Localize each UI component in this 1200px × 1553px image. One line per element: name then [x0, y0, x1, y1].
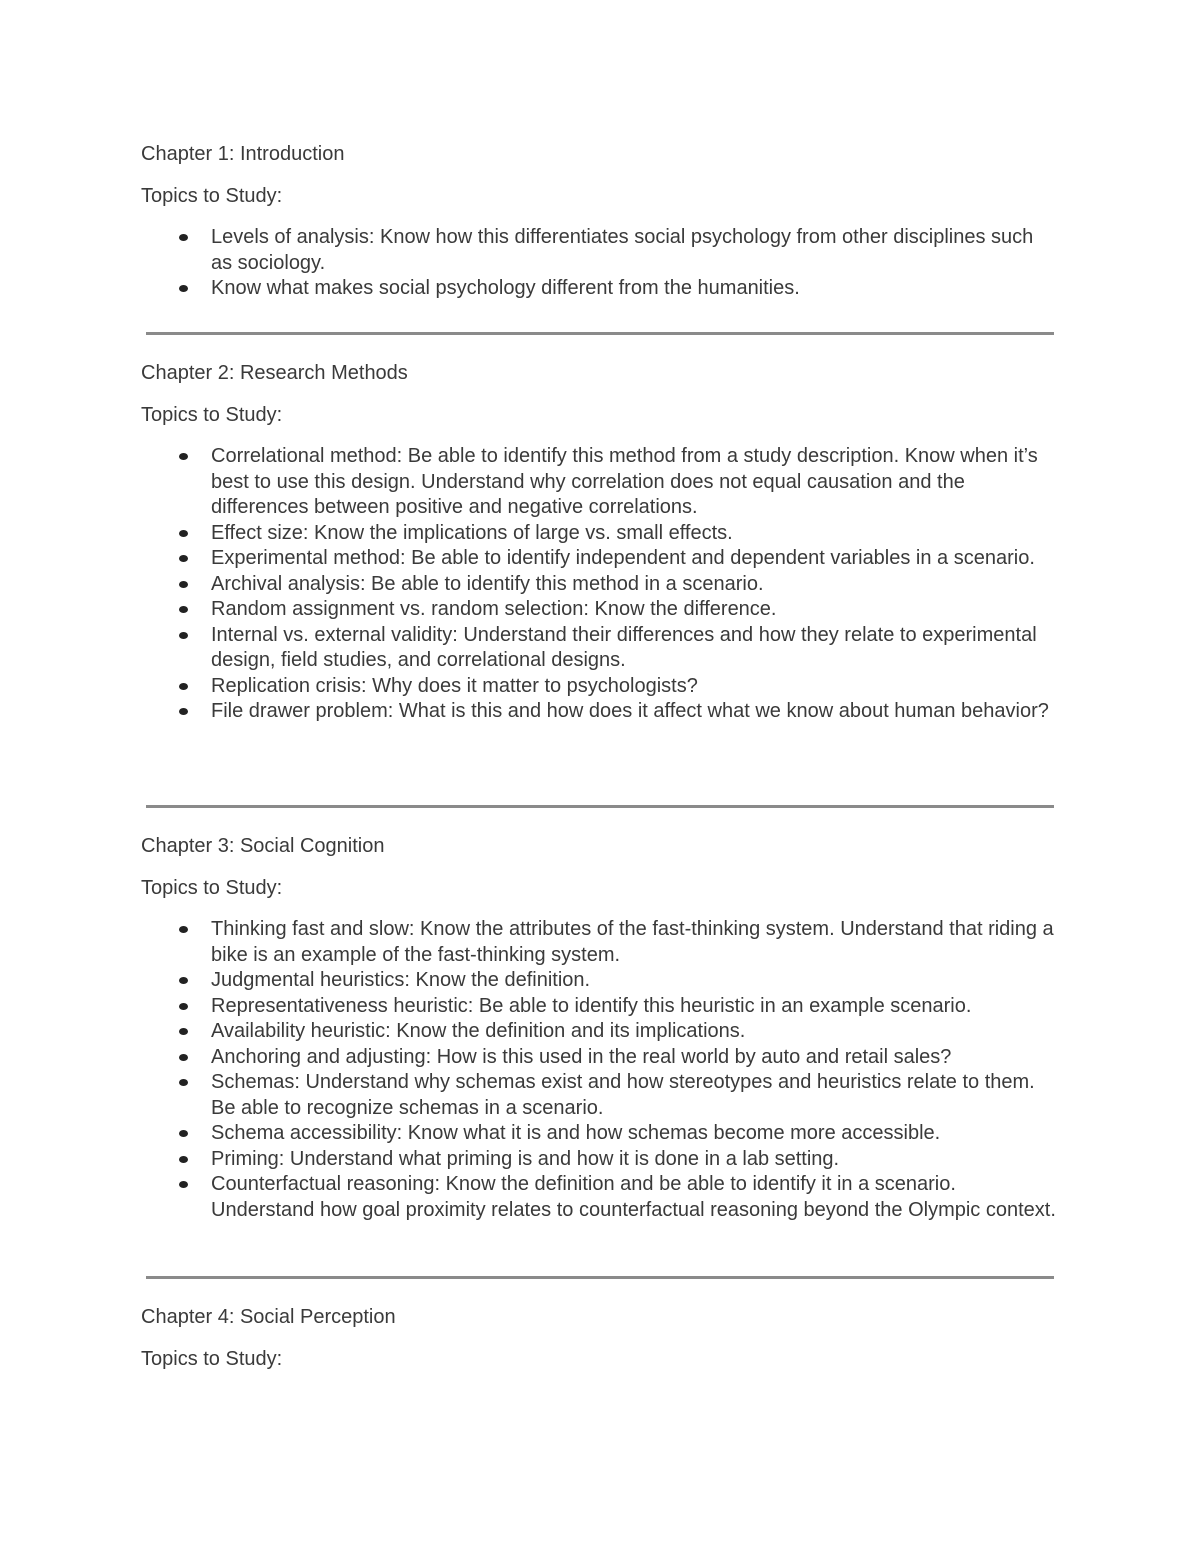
- chapter-title: Chapter 3: Social Cognition: [141, 835, 385, 857]
- bullet-icon: [179, 1156, 188, 1163]
- bullet-icon: [179, 1079, 188, 1086]
- chapter-4-section: [141, 1304, 1061, 1372]
- bullet-icon: [179, 234, 188, 241]
- chapter-3-section: [141, 833, 1061, 1223]
- list-item-text: Random assignment vs. random selection: Know the difference.: [211, 598, 777, 620]
- list-item: [141, 546, 1056, 572]
- bullet-icon: [179, 683, 188, 690]
- list-item: [141, 1019, 1056, 1045]
- list-item: [141, 699, 1056, 725]
- list-item: [141, 1147, 1056, 1173]
- chapter-title: Chapter 2: Research Methods: [141, 362, 408, 384]
- list-item: [141, 444, 1056, 521]
- bullet-icon: [179, 926, 188, 933]
- list-item: [141, 968, 1056, 994]
- section-divider: [146, 332, 1054, 335]
- topic-list: [141, 225, 1061, 302]
- list-item: [141, 674, 1056, 700]
- bullet-icon: [179, 708, 188, 715]
- topics-label: Topics to Study:: [141, 185, 283, 207]
- bullet-icon: [179, 1181, 188, 1188]
- list-item: [141, 1070, 1056, 1121]
- bullet-icon: [179, 530, 188, 537]
- bullet-icon: [179, 581, 188, 588]
- list-item: [141, 1121, 1056, 1147]
- bullet-icon: [179, 1130, 188, 1137]
- topics-label: Topics to Study:: [141, 404, 283, 426]
- list-item-text: Archival analysis: Be able to identify this method in a scenario.: [211, 572, 764, 595]
- list-item-text: Availability heuristic: Know the definition and its implications.: [211, 1020, 746, 1042]
- topic-list: [141, 444, 1061, 725]
- topics-label: Topics to Study:: [141, 1348, 283, 1370]
- list-item-text: Representativeness heuristic: Be able to identify this heuristic in an example scenario.: [211, 994, 972, 1017]
- section-divider: [146, 1276, 1054, 1279]
- list-item-text: Priming: Understand what priming is and how it is done in a lab setting.: [211, 1147, 840, 1170]
- bullet-icon: [179, 1054, 188, 1061]
- list-item: [141, 917, 1056, 968]
- list-item: [141, 1172, 1056, 1223]
- chapter-title: Chapter 4: Social Perception: [141, 1306, 396, 1328]
- list-item: [141, 623, 1056, 674]
- list-item-text: Replication crisis: Why does it matter to psychologists?: [211, 674, 698, 697]
- topic-list: [141, 917, 1061, 1223]
- list-item-text: Thinking fast and slow: Know the attributes of the fast-thinking system. Understand that riding a bike is an example of the fast-thinking system.: [211, 918, 1054, 966]
- list-item-text: Internal vs. external validity: Understand their differences and how they relate to experimental design, field studies, and correlational designs.: [211, 623, 1037, 671]
- bullet-icon: [179, 606, 188, 613]
- chapter-title: Chapter 1: Introduction: [141, 143, 345, 165]
- bullet-icon: [179, 453, 188, 460]
- list-item-text: Correlational method: Be able to identify this method from a study description. Know when it’s best to use this design. Understand why correlation does not equal causation and the differences between positive and negative correlations.: [211, 445, 1038, 518]
- list-item-text: Know what makes social psychology different from the humanities.: [211, 277, 800, 299]
- list-item: [141, 1045, 1056, 1071]
- list-item-text: Counterfactual reasoning: Know the definition and be able to identify it in a scenario. Understand how goal proximity relates to counterfactual reasoning beyond the Olympic context.: [211, 1173, 1056, 1221]
- list-item: [141, 597, 1056, 623]
- list-item: [141, 994, 1056, 1020]
- bullet-icon: [179, 632, 188, 639]
- list-item: [141, 521, 1056, 547]
- bullet-icon: [179, 555, 188, 562]
- list-item-text: Effect size: Know the implications of large vs. small effects.: [211, 521, 733, 544]
- list-item: [141, 572, 1056, 598]
- list-item-text: File drawer problem: What is this and how does it affect what we know about human behavior?: [211, 700, 1049, 722]
- chapter-2-section: [141, 360, 1061, 725]
- bullet-icon: [179, 285, 188, 292]
- list-item-text: Judgmental heuristics: Know the definition.: [211, 969, 591, 991]
- list-item-text: Schema accessibility: Know what it is and how schemas become more accessible.: [211, 1122, 941, 1144]
- list-item-text: Anchoring and adjusting: How is this used in the real world by auto and retail sales?: [211, 1045, 952, 1068]
- list-item: [141, 225, 1056, 276]
- bullet-icon: [179, 1003, 188, 1010]
- bullet-icon: [179, 1028, 188, 1035]
- list-item-text: Levels of analysis: Know how this differentiates social psychology from other disciplines such as sociology.: [211, 226, 1034, 274]
- bullet-icon: [179, 977, 188, 984]
- topics-label: Topics to Study:: [141, 877, 283, 899]
- list-item-text: Schemas: Understand why schemas exist and how stereotypes and heuristics relate to them. Be able to recognize schemas in a scenario.: [211, 1071, 1035, 1119]
- list-item: [141, 276, 1056, 302]
- chapter-1-section: [141, 141, 1061, 302]
- list-item-text: Experimental method: Be able to identify independent and dependent variables in a scenario.: [211, 547, 1035, 569]
- section-divider: [146, 805, 1054, 808]
